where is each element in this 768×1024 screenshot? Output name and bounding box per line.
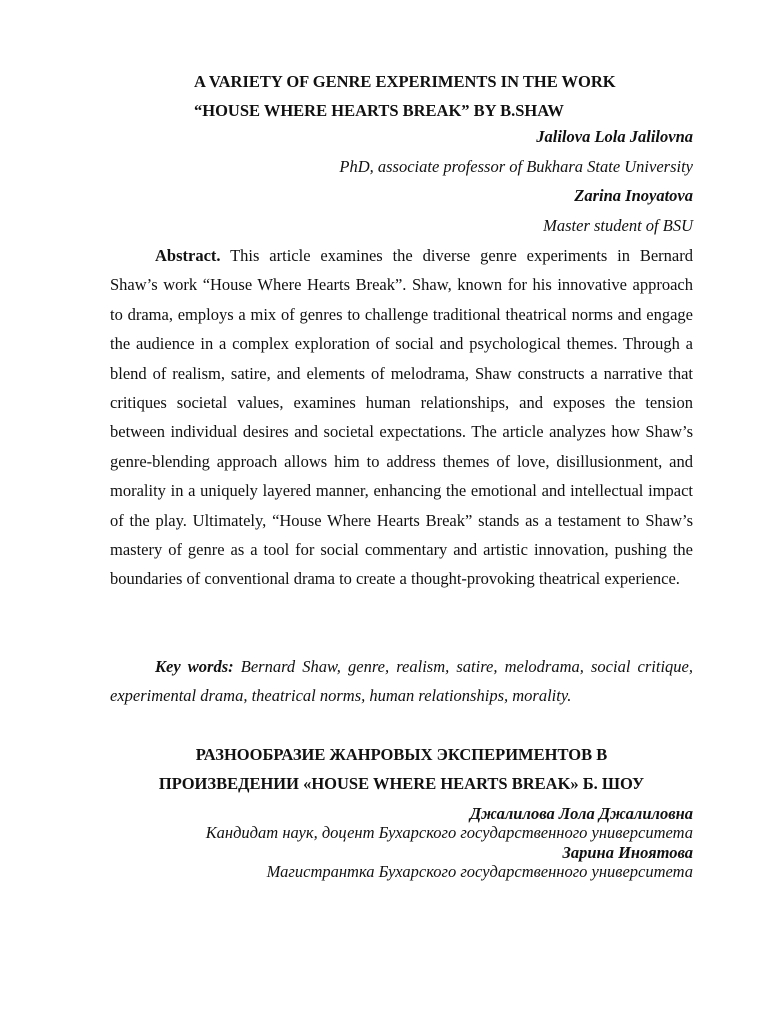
article-title-ru xyxy=(110,740,693,799)
abstract-label: Abstract. xyxy=(155,246,221,265)
title-ru-line-1: РАЗНООБРАЗИЕ ЖАНРОВЫХ ЭКСПЕРИМЕНТОВ В xyxy=(195,745,608,764)
author-2-affiliation-ru: Магистрантка Бухарского государственного университета xyxy=(266,862,693,881)
author-1-name-en: Jalilova Lola Jalilovna xyxy=(536,127,693,146)
author-2-name-en: Zarina Inoyatova xyxy=(574,186,693,205)
author-1-affiliation-en: PhD, associate professor of Bukhara State University xyxy=(339,157,693,176)
abstract-paragraph xyxy=(110,241,693,594)
keywords-label: Key words: xyxy=(155,657,234,676)
keywords-text: Bernard Shaw, genre, realism, satire, melodrama, social critique, experimental drama, theatrical norms, human relationships, morality. xyxy=(110,657,693,706)
article-title-en xyxy=(194,67,714,125)
author-1-name-ru: Джалилова Лола Джалиловна xyxy=(469,804,693,823)
title-ru-line-2: ПРОИЗВЕДЕНИИ «HOUSE WHERE HEARTS BREAK» Б. ШОУ xyxy=(158,774,645,794)
title-en-line-1: A VARIETY OF GENRE EXPERIMENTS IN THE WORK xyxy=(194,72,616,91)
keywords-paragraph xyxy=(110,652,693,711)
author-1-affiliation-ru: Кандидат наук, доцент Бухарского государственного университета xyxy=(205,823,693,842)
abstract-text: This article examines the diverse genre experiments in Bernard Shaw’s work “House Where Hearts Break”. Shaw, known for his innovative approach to drama, employs a mix of genres to challenge traditional theatrical norms and engage the audience in a complex exploration of social and psychological themes. Through a blend of realism, satire, and elements of melodrama, Shaw constructs a narrative that critiques societal values, examines human relationships, and exposes the tension between individual desires and societal expectations. The article analyzes how Shaw’s genre-blending approach allows him to address themes of love, disillusionment, and morality in a uniquely layered manner, enhancing the emotional and intellectual impact of the play. Ultimately, “House Where Hearts Break” stands as a testament to Shaw’s mastery of genre as a tool for social commentary and artistic innovation, pushing the boundaries of conventional drama to create a thought-provoking theatrical experience. xyxy=(110,246,693,589)
title-en-line-2: “HOUSE WHERE HEARTS BREAK” BY B.SHAW xyxy=(194,101,564,120)
author-2-name-ru: Зарина Иноятова xyxy=(562,843,693,862)
author-2-affiliation-en: Master student of BSU xyxy=(543,216,693,235)
